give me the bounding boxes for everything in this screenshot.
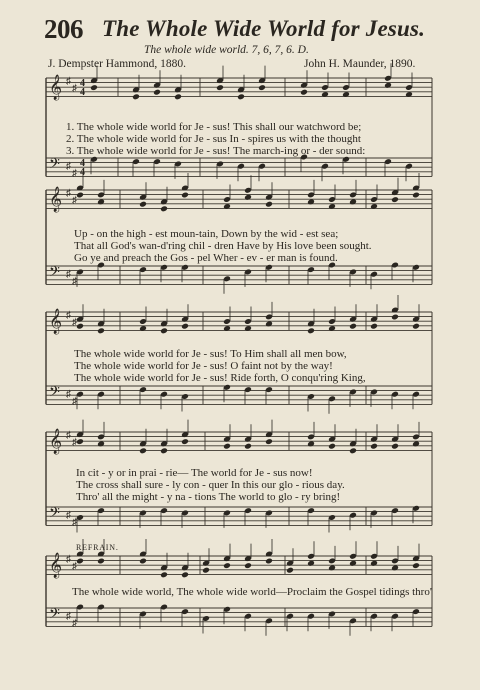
lyric-line: Go ye and preach the Gos - pel Wher - ev - er man is found. (74, 252, 338, 264)
notehead (181, 323, 189, 330)
sharp-icon: ♯ (72, 168, 77, 179)
staff (46, 78, 432, 96)
lyric-line: 3. The whole wide world for Je - sus! The march-ing or - der sound: (66, 145, 366, 157)
notehead (265, 201, 273, 208)
notehead (181, 438, 189, 445)
sharp-icon: ♯ (66, 611, 71, 622)
sharp-icon: ♯ (66, 161, 71, 172)
notehead (286, 567, 294, 574)
bass-clef-icon: 𝄢 (49, 606, 60, 626)
treble-clef-icon: 𝄞 (49, 75, 63, 100)
sharp-icon: ♯ (72, 437, 77, 448)
hymn-title: The Whole Wide World for Jesus. (102, 16, 426, 41)
sharp-icon: ♯ (66, 510, 71, 521)
refrain-label: REFRAIN. (76, 543, 119, 552)
treble-clef-icon: 𝄞 (49, 309, 63, 334)
notehead (76, 192, 84, 199)
lyric-line: In cit - y or in prai - rie— The world for Je - sus now! (76, 467, 313, 479)
lyric-line: The whole wide world for Je - sus! O faint not by the way! (74, 360, 333, 372)
sharp-icon: ♯ (72, 561, 77, 572)
notehead (370, 323, 378, 330)
notehead (174, 93, 182, 100)
lyric-line: That all God's wan-d'ring chil - dren Have by His love been sought. (74, 240, 372, 252)
sharp-icon: ♯ (72, 396, 77, 407)
notehead (181, 571, 189, 578)
sharp-icon: ♯ (66, 430, 71, 441)
sharp-icon: ♯ (66, 389, 71, 400)
notehead (307, 327, 315, 334)
sharp-icon: ♯ (72, 276, 77, 287)
lyric-line: Thro' all the might - y na - tions The world to glo - ry bring! (76, 491, 341, 503)
notehead (76, 558, 84, 565)
notehead (76, 438, 84, 445)
sharp-icon: ♯ (66, 76, 71, 87)
sharp-icon: ♯ (72, 83, 77, 94)
treble-clef-icon: 𝄞 (49, 553, 63, 578)
lyric-line: 1. The whole wide world for Je - sus! This shall our watchword be; (66, 121, 362, 133)
bass-clef-icon: 𝄢 (49, 505, 60, 525)
notehead (300, 89, 308, 96)
treble-clef-icon: 𝄞 (49, 429, 63, 454)
notehead (160, 205, 168, 212)
time-signature: 4 (80, 78, 85, 89)
lyric-line: The whole wide world for Je - sus! To Him shall all men bow, (74, 348, 347, 360)
notehead (181, 192, 189, 199)
notehead (153, 89, 161, 96)
staff (46, 386, 432, 404)
hymn-number: 206 (44, 14, 83, 44)
notehead (160, 327, 168, 334)
notehead (139, 558, 147, 565)
notehead (265, 438, 273, 445)
words-attribution: J. Dempster Hammond, 1880. (48, 58, 186, 70)
notehead (139, 447, 147, 454)
notehead (223, 562, 231, 569)
sharp-icon: ♯ (72, 195, 77, 206)
notehead (258, 84, 266, 91)
time-signature: 4 (80, 158, 85, 169)
sharp-icon: ♯ (72, 317, 77, 328)
notehead (160, 571, 168, 578)
treble-clef-icon: 𝄞 (49, 187, 63, 212)
notehead (328, 443, 336, 450)
sharp-icon: ♯ (66, 269, 71, 280)
notehead (202, 567, 210, 574)
notehead (132, 93, 140, 100)
notehead (139, 201, 147, 208)
lyric-line: The whole wide world for Je - sus! Ride forth, O conqu'ring King, (74, 372, 366, 384)
lyric-line: The whole wide world, The whole wide world—Proclaim the Gospel tidings thro' (72, 586, 432, 598)
lyric-line: The cross shall sure - ly con - quer In this our glo - rious day. (76, 479, 345, 491)
sharp-icon: ♯ (72, 517, 77, 528)
music-attribution: John H. Maunder, 1890. (304, 58, 416, 70)
bass-clef-icon: 𝄢 (49, 264, 60, 284)
notehead (412, 323, 420, 330)
notehead (223, 443, 231, 450)
time-signature: 4 (80, 167, 85, 178)
sharp-icon: ♯ (66, 188, 71, 199)
notehead (97, 327, 105, 334)
notehead (391, 196, 399, 203)
notehead (160, 447, 168, 454)
notehead (76, 323, 84, 330)
sharp-icon: ♯ (66, 310, 71, 321)
tune-and-meter: The whole wide world. 7, 6, 7, 6. D. (144, 44, 309, 56)
notehead (412, 192, 420, 199)
notehead (391, 314, 399, 321)
sharp-icon: ♯ (66, 554, 71, 565)
notehead (90, 84, 98, 91)
sharp-icon: ♯ (72, 618, 77, 629)
lyric-line: Up - on the high - est moun-tain, Down by the wid - est sea; (74, 228, 339, 240)
notehead (244, 443, 252, 450)
notehead (244, 562, 252, 569)
notehead (349, 447, 357, 454)
bass-clef-icon: 𝄢 (49, 384, 60, 404)
notehead (412, 562, 420, 569)
lyric-line: 2. The whole wide world for Je - sus In - spires us with the thought (66, 133, 361, 145)
notehead (265, 558, 273, 565)
notehead (391, 443, 399, 450)
notehead (370, 443, 378, 450)
time-signature: 4 (80, 87, 85, 98)
bass-clef-icon: 𝄢 (49, 156, 60, 176)
notehead (349, 323, 357, 330)
notehead (216, 84, 224, 91)
notehead (237, 93, 245, 100)
notehead (97, 558, 105, 565)
